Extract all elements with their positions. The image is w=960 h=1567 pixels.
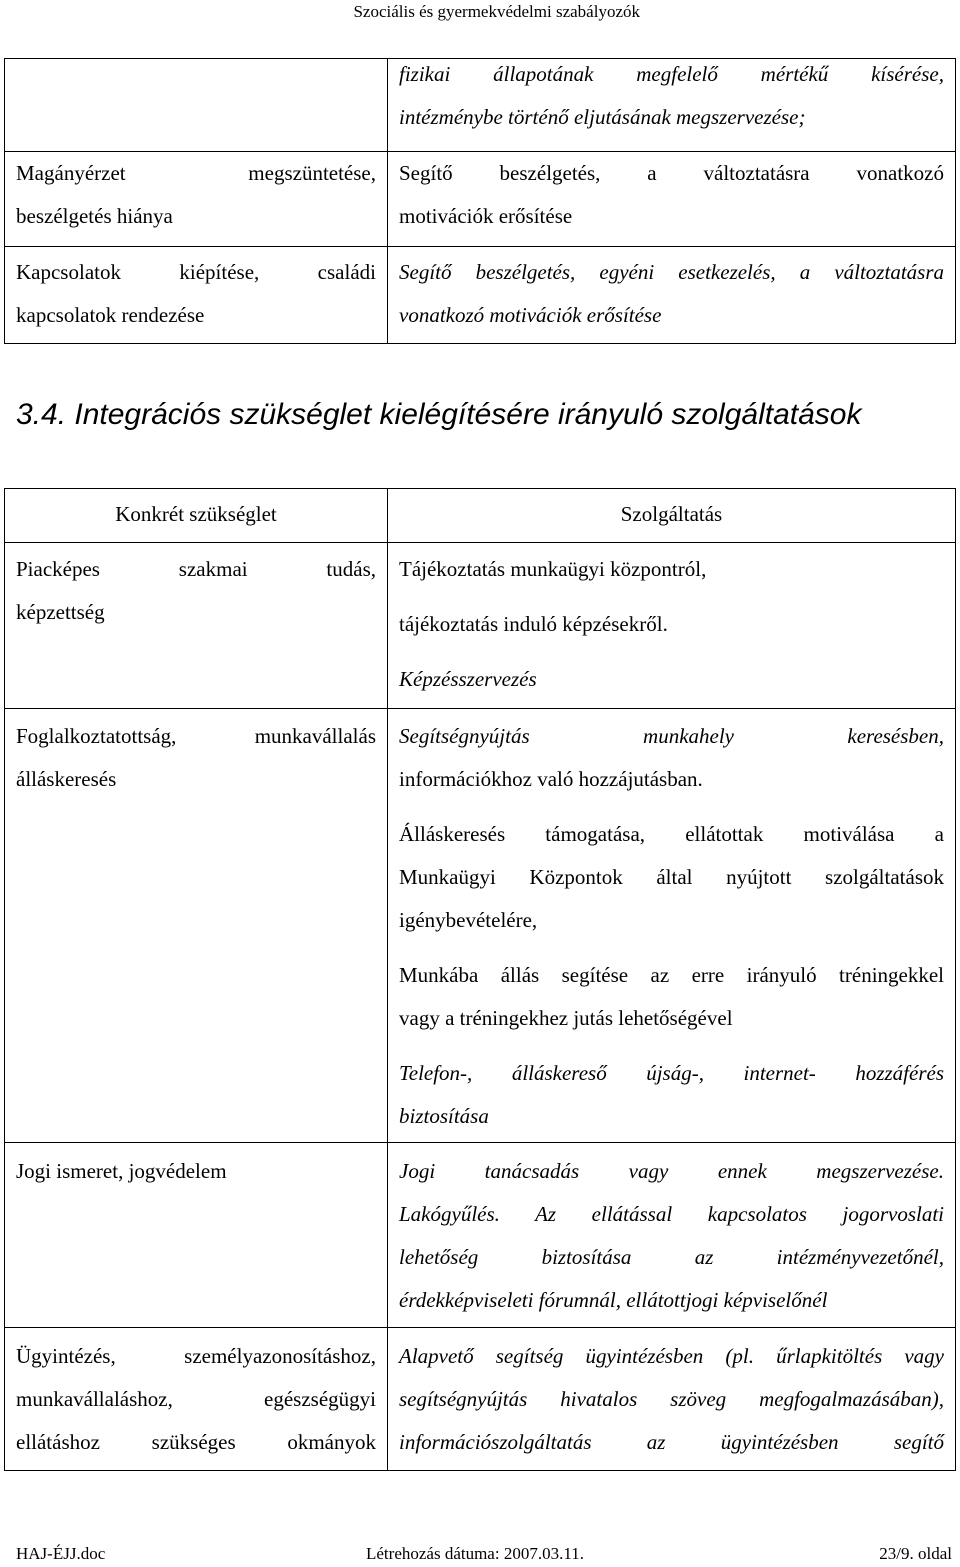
row3-service: Jogi tanácsadás vagy ennek megszervezése. Lakógyűlés. Az ellátással kapcsolatos jogorvoslati lehetőség biztosítása az intézményvezetőnél, érdekképviseleti fórumnál, ellátottjogi képviselőnél bbox=[399, 1159, 944, 1312]
row1-need: Piacképes szakmai tudás, képzettség bbox=[16, 557, 376, 624]
top-row1-service: fizikai állapotának megfelelő mértékű kísérése, intézménybe történő eljutásának megszervezése; bbox=[399, 62, 944, 129]
main-table-border-header bbox=[4, 542, 956, 543]
top-row2-need: Magányérzet megszüntetése, beszélgetés hiánya bbox=[16, 161, 376, 228]
main-table-border-mid bbox=[387, 488, 388, 1471]
top-table-border-row2 bbox=[4, 246, 956, 247]
top-table-border-mid bbox=[387, 58, 388, 344]
header-need: Konkrét szükséglet bbox=[115, 502, 277, 526]
row2-service-item-4: Telefon-, álláskereső újság-, internet- hozzáférés biztosítása bbox=[399, 1061, 944, 1128]
top-table-border-bottom bbox=[4, 343, 956, 344]
main-table-border-row1 bbox=[4, 708, 956, 709]
footer-filename: HAJ-ÉJJ.doc bbox=[16, 1544, 106, 1563]
row2-service-item-1: Segítségnyújtás munkahely keresésben, bbox=[399, 724, 944, 748]
footer-page-number: 23/9. oldal bbox=[879, 1544, 952, 1563]
top-row2-service: Segítő beszélgetés, a változtatásra vonatkozó motivációk erősítése bbox=[399, 161, 944, 228]
top-table-border-right bbox=[955, 58, 956, 344]
row3-need: Jogi ismeret, jogvédelem bbox=[16, 1159, 227, 1183]
footer-created-date: Létrehozás dátuma: 2007.03.11. bbox=[366, 1544, 584, 1563]
top-table-border-left bbox=[4, 58, 5, 344]
top-row3-service: Segítő beszélgetés, egyéni esetkezelés, a változtatásra vonatkozó motivációk erősítése bbox=[399, 260, 944, 327]
main-table-border-right bbox=[955, 488, 956, 1471]
running-header: Szociális és gyermekvédelmi szabályozók bbox=[353, 2, 640, 21]
header-service: Szolgáltatás bbox=[620, 502, 723, 526]
row4-need: Ügyintézés, személyazonosításhoz, munkavállaláshoz, egészségügyi ellátáshoz szükséges okmányok bbox=[16, 1344, 376, 1454]
row4-service: Alapvető segítség ügyintézésben (pl. űrlapkitöltés vagy segítségnyújtás hivatalos szöveg megfogalmazásában), információszolgáltatás az ügyintézésben segítő bbox=[399, 1344, 944, 1454]
main-table-border-row3 bbox=[4, 1327, 956, 1328]
row2-service-item-2: Álláskeresés támogatása, ellátottak motiválása a Munkaügyi Központok által nyújtott szolgáltatások igénybevételére, bbox=[399, 822, 944, 932]
section-title: 3.4. Integrációs szükséglet kielégítésére irányuló szolgáltatások bbox=[16, 398, 862, 431]
row2-need: Foglalkoztatottság, munkavállalás álláskeresés bbox=[16, 724, 376, 791]
top-row3-need: Kapcsolatok kiépítése, családi kapcsolatok rendezése bbox=[16, 260, 376, 327]
main-table-border-left bbox=[4, 488, 5, 1471]
main-table-border-top bbox=[4, 488, 956, 489]
row2-service bbox=[399, 715, 944, 1138]
row2-service-item-1b: információkhoz való hozzájutásban. bbox=[399, 767, 703, 791]
row1-service: Tájékoztatás munkaügyi központról, tájékoztatás induló képzésekről. Képzésszervezés bbox=[399, 557, 707, 691]
main-table-border-bottom bbox=[4, 1470, 956, 1471]
main-table-border-row2 bbox=[4, 1142, 956, 1143]
row2-service-item-3: Munkába állás segítése az erre irányuló tréningekkel vagy a tréningekhez jutás lehetőségével bbox=[399, 963, 944, 1030]
